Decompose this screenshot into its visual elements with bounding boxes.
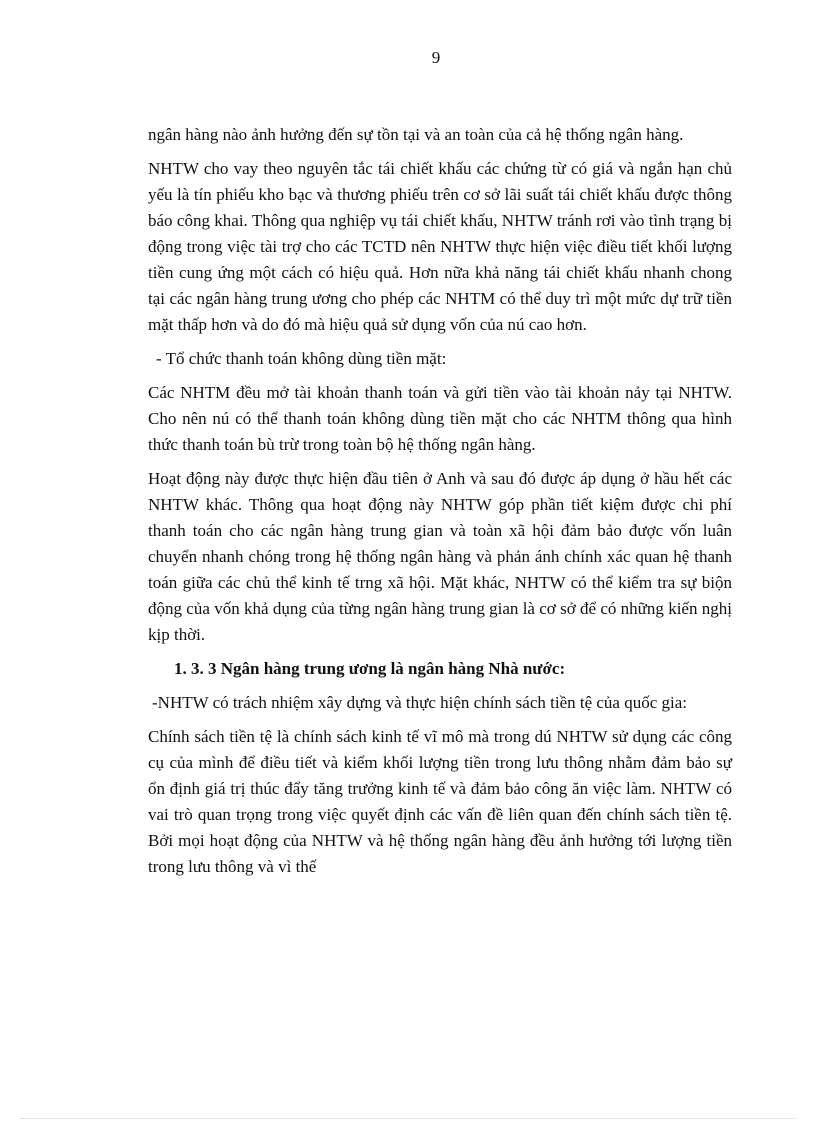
bullet-item: -NHTW có trách nhiệm xây dựng và thực hiện chính sách tiền tệ của quốc gia: bbox=[152, 693, 688, 712]
page-number: 9 bbox=[431, 48, 441, 67]
paragraph: Chính sách tiền tệ là chính sách kinh tế vĩ mô mà trong dú NHTW sử dụng các công cụ của mình để điều tiết và kiểm khối lượng tiền trong lưu thông nhằm đảm bảo sự ổn định giá trị thúc đẩy tăng trưởng kinh tế và đảm bảo công ăn việc làm. NHTW có vai trò quan trọng trong việc quyết định các vấn đề liên quan đến chính sách tiền tệ. Bởi mọi hoạt động của NHTW và hệ thống ngân hàng đều ảnh hưởng tới lượng tiền trong lưu thông và vì thế bbox=[148, 727, 732, 876]
paragraph: Hoạt động này được thực hiện đầu tiên ở Anh và sau đó được áp dụng ở hầu hết các NHTW khác. Thông qua hoạt động này NHTW góp phần tiết kiệm được chi phí thanh toán cho các ngân hàng trung gian và toàn xã hội đảm bảo được vốn luân chuyển nhanh chóng trong hệ thống ngân hàng và phản ánh chính xác quan hệ thanh toán giữa các chủ thể kinh tế trng xã hội. Mặt khác, NHTW có thể kiểm tra sự biộn động của vốn khả dụng của từng ngân hàng trung gian là cơ sở để có những kiến nghị kịp thời. bbox=[148, 469, 732, 644]
paragraph: ngân hàng nào ảnh hưởng đến sự tồn tại và an toàn của cả hệ thống ngân hàng. bbox=[148, 125, 684, 144]
paragraph: NHTW cho vay theo nguyên tắc tái chiết khấu các chứng từ có giá và ngắn hạn chủ yếu là tín phiếu kho bạc và thương phiếu trên cơ sở lãi suất tái chiết khấu được thông báo công khai. Thông qua nghiệp vụ tái chiết khấu, NHTW tránh rơi vào tình trạng bị động trong việc tài trợ cho các TCTD nên NHTW thực hiện việc điều tiết khối lượng tiền cung ứng một cách có hiệu quả. Hơn nữa khả năng tái chiết khấu nhanh chong tại các ngân hàng trung ương cho phép các NHTM có thể duy trì một mức dự trữ tiền mặt thấp hơn và do đó mà hiệu quả sử dụng vốn của nú cao hơn. bbox=[148, 159, 732, 334]
section-heading: 1. 3. 3 Ngân hàng trung ương là ngân hàng Nhà nước: bbox=[174, 659, 566, 678]
document-body bbox=[148, 122, 732, 880]
bullet-item: - Tổ chức thanh toán không dùng tiền mặt: bbox=[156, 349, 447, 368]
paragraph: Các NHTM đều mở tài khoản thanh toán và gửi tiền vào tài khoản nảy tại NHTW. Cho nên nú có thể thanh toán không dùng tiền mặt cho các NHTM thông qua hình thức thanh toán bù trừ trong toàn bộ hệ thống ngân hàng. bbox=[148, 383, 732, 454]
page-bottom-divider bbox=[20, 1118, 796, 1119]
